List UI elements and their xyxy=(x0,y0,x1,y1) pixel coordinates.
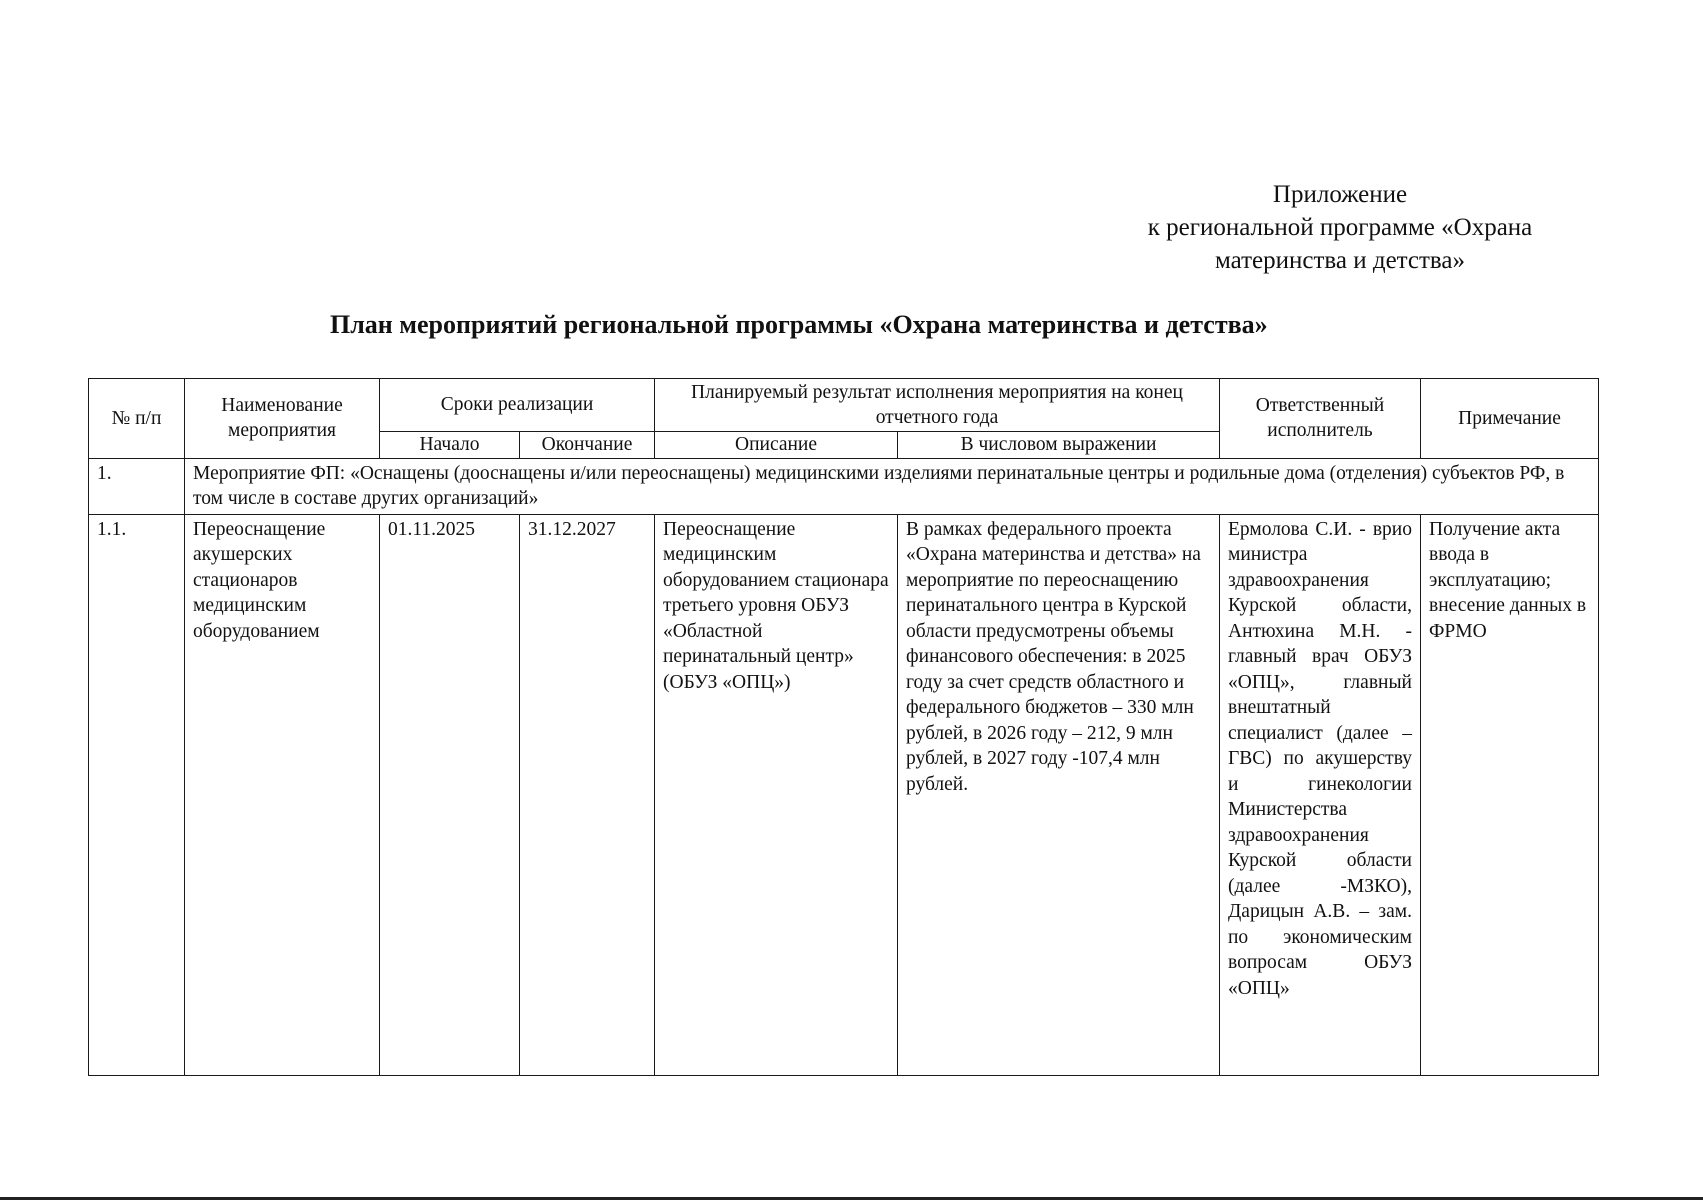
appendix-line-2: к региональной программе «Охрана xyxy=(1147,214,1533,241)
appendix-line-1: Приложение xyxy=(1272,181,1408,208)
row-responsible: Ермолова С.И. - врио министра здравоохранения Курской области, Антюхина М.Н. - главный врач ОБУЗ «ОПЦ», главный внештатный специалист (далее – ГВС) по акушерству и гинекологии Министерства здравоохранения Курской области (далее -МЗКО), Дарицын А.В. – зам. по экономическим вопросам ОБУЗ «ОПЦ» xyxy=(1220,514,1421,1075)
header-responsible: Ответственный исполнитель xyxy=(1220,379,1421,459)
section-text: Мероприятие ФП: «Оснащены (дооснащены и/или переоснащены) медицинскими изделиями перинатальные центры и родильные дома (отделения) субъектов РФ, в том числе в составе других организаций» xyxy=(185,458,1599,514)
header-end: Окончание xyxy=(520,432,655,459)
header-num: № п/п xyxy=(89,379,185,459)
appendix-block xyxy=(1100,178,1580,277)
header-name: Наименование мероприятия xyxy=(185,379,380,459)
section-row xyxy=(89,458,1599,514)
appendix-line-3: материнства и детства» xyxy=(1215,247,1465,274)
row-num: 1.1. xyxy=(89,514,185,1075)
header-result: Планируемый результат исполнения мероприятия на конец отчетного года xyxy=(655,379,1220,432)
header-note: Примечание xyxy=(1421,379,1599,459)
table-row xyxy=(89,514,1599,1075)
row-start: 01.11.2025 xyxy=(380,514,520,1075)
row-end: 31.12.2027 xyxy=(520,514,655,1075)
header-terms: Сроки реализации xyxy=(380,379,655,432)
row-name: Переоснащение акушерских стационаров медицинским оборудованием xyxy=(185,514,380,1075)
header-description: Описание xyxy=(655,432,898,459)
plan-table xyxy=(88,378,1599,1076)
header-start: Начало xyxy=(380,432,520,459)
row-description: Переоснащение медицинским оборудованием стационара третьего уровня ОБУЗ «Областной перинатальный центр» (ОБУЗ «ОПЦ») xyxy=(655,514,898,1075)
row-note: Получение акта ввода в эксплуатацию; внесение данных в ФРМО xyxy=(1421,514,1599,1075)
document-title: План мероприятий региональной программы «Охрана материнства и детства» xyxy=(330,310,1268,339)
row-numeric: В рамках федерального проекта «Охрана материнства и детства» на мероприятие по переоснащению перинатального центра в Курской области предусмотрены объемы финансового обеспечения: в 2025 году за счет средств областного и федерального бюджетов – 330 млн рублей, в 2026 году – 212, 9 млн рублей, в 2027 году -107,4 млн рублей. xyxy=(898,514,1220,1075)
section-num: 1. xyxy=(89,458,185,514)
header-numeric: В числовом выражении xyxy=(898,432,1220,459)
